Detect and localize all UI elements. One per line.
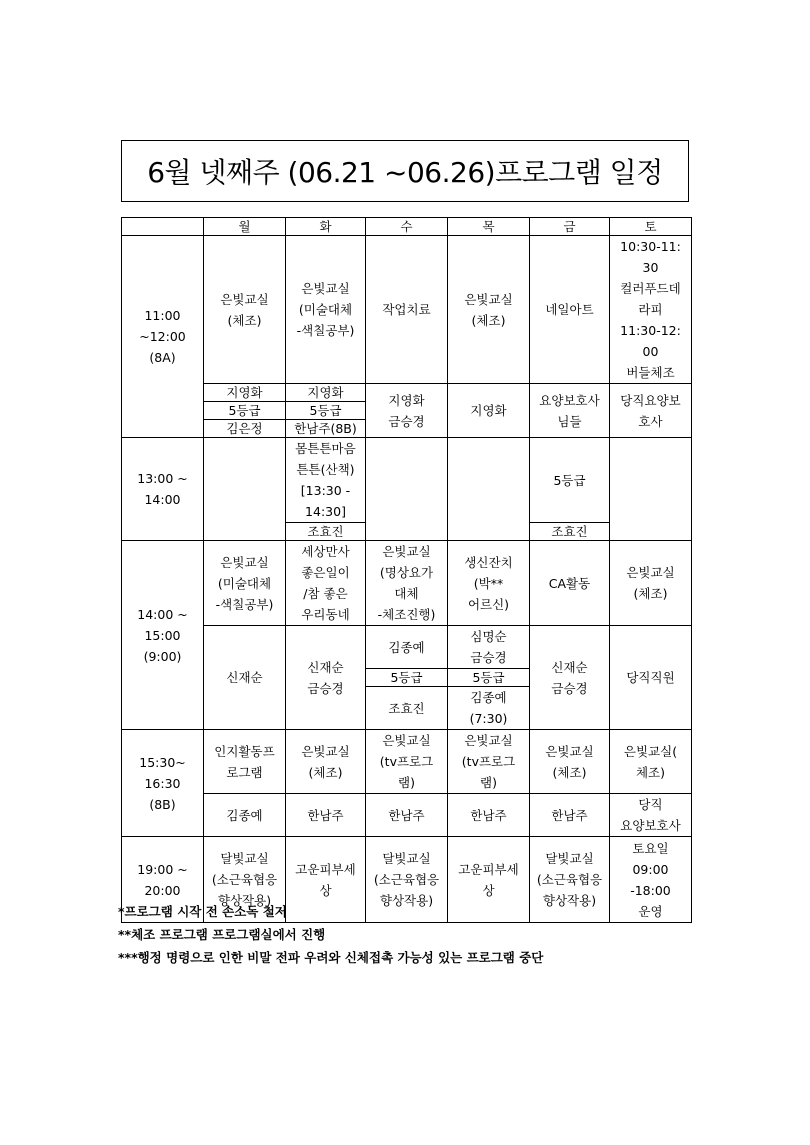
header-corner	[122, 218, 204, 236]
schedule-table	[121, 217, 692, 923]
staff-cell: 조효진	[286, 523, 366, 541]
program-cell	[366, 541, 448, 626]
staff-cell: 지영화	[204, 384, 286, 402]
cell-line: (8B)	[149, 796, 176, 812]
program-cell	[286, 236, 366, 384]
cell-line: (체조)	[633, 586, 668, 601]
cell-line: CA활동	[548, 575, 591, 591]
day-header: 수	[366, 218, 448, 236]
time-cell	[122, 236, 204, 438]
table-row	[122, 438, 692, 523]
table-row	[122, 384, 692, 402]
cell-line: 당직직원	[626, 670, 675, 685]
cell-line: 10:30-11:	[620, 239, 681, 254]
cell-line: (소근육협응	[373, 872, 440, 887]
cell-line: 심명순	[470, 629, 507, 644]
cell-line: 토요일	[632, 840, 669, 856]
cell-line: 11:00	[144, 308, 181, 323]
staff-cell: 한남주	[366, 794, 448, 837]
cell-line: 00	[642, 344, 659, 359]
cell-line: 향상작용)	[217, 893, 272, 908]
cell-line: 14:00 ~	[137, 606, 188, 622]
staff-cell	[448, 384, 530, 438]
cell-line: 달빛교실	[220, 851, 269, 866]
cell-line: 우리동네	[301, 607, 350, 622]
cell-line: 당직	[638, 797, 663, 812]
cell-line: 은빛교실	[382, 733, 431, 748]
note-line: *프로그램 시작 전 손소독 철저	[118, 904, 287, 919]
cell-line: 19:00 ~	[137, 861, 188, 877]
cell-line: 운영	[638, 903, 663, 919]
cell-line: (tv프로그	[379, 754, 434, 769]
cell-line: -18:00	[630, 882, 671, 898]
staff-cell	[448, 626, 530, 669]
staff-cell	[448, 687, 530, 730]
day-header: 금	[530, 218, 610, 236]
cell-line: (미술대체	[298, 302, 353, 317]
cell-line: (9:00)	[143, 648, 182, 664]
program-cell	[286, 730, 366, 794]
cell-line: (체조)	[471, 312, 506, 328]
program-cell	[448, 438, 530, 541]
program-cell	[204, 541, 286, 626]
cell-line: 로그램	[226, 764, 263, 780]
cell-line: 당직요양보	[620, 392, 681, 408]
staff-cell	[366, 384, 448, 438]
cell-line: -색칠공부)	[215, 596, 274, 612]
cell-line: 대체	[394, 586, 419, 601]
program-cell	[366, 236, 448, 384]
cell-line: 달빛교실	[545, 851, 594, 866]
cell-line: (소근육협응	[536, 872, 603, 887]
cell-line: -색칠공부)	[296, 323, 355, 338]
cell-line: 11:30-12:	[620, 323, 681, 338]
cell-line: 금승경	[470, 650, 507, 665]
program-cell	[530, 541, 610, 626]
cell-line: 상	[482, 882, 495, 898]
cell-line: 14:30]	[305, 504, 346, 519]
cell-line: 09:00	[632, 861, 669, 877]
cell-line: 금승경	[388, 413, 425, 429]
staff-cell: 한남주(8B)	[286, 420, 366, 438]
time-cell	[122, 541, 204, 730]
cell-line: (체조)	[308, 764, 343, 780]
cell-line: 김종예	[470, 690, 507, 705]
cell-line: 램)	[398, 775, 415, 790]
cell-line: 신재순	[307, 659, 344, 675]
table-row	[122, 730, 692, 794]
cell-line: 은빛교실(	[623, 743, 678, 759]
notes	[118, 900, 543, 969]
staff-cell	[530, 626, 610, 730]
time-cell	[122, 438, 204, 541]
day-header: 목	[448, 218, 530, 236]
cell-line: 은빛교실	[301, 743, 350, 759]
staff-cell	[610, 384, 692, 438]
cell-line: 세상만사	[301, 544, 350, 559]
grade-cell: 5등급	[204, 402, 286, 420]
page-title: 6월 넷째주 (06.21 ~06.26)프로그램 일정	[121, 140, 689, 202]
cell-line: 지영화	[470, 403, 507, 418]
cell-line: (8A)	[149, 350, 176, 365]
program-cell	[366, 730, 448, 794]
cell-line: (7:30)	[469, 711, 508, 726]
program-cell	[204, 730, 286, 794]
cell-line: 20:00	[144, 882, 181, 898]
cell-line: 램)	[480, 775, 497, 790]
program-cell	[448, 730, 530, 794]
cell-line: 버들체조	[626, 365, 675, 380]
program-cell	[530, 438, 610, 523]
program-cell	[530, 236, 610, 384]
staff-cell: 한남주	[448, 794, 530, 837]
cell-line: 14:00	[144, 492, 181, 507]
table-row	[122, 541, 692, 626]
note-line: **체조 프로그램 프로그램실에서 진행	[118, 927, 326, 942]
program-cell	[448, 541, 530, 626]
cell-line: 고운피부세	[458, 861, 519, 877]
cell-line: [13:30 -	[300, 483, 351, 498]
cell-line: 네일아트	[545, 302, 594, 317]
cell-line: 님들	[557, 413, 582, 429]
cell-line: 요양보호사	[539, 392, 600, 408]
program-cell	[610, 236, 692, 384]
cell-line: 15:30~	[139, 754, 186, 770]
cell-line: 5등급	[553, 472, 586, 488]
table-row	[122, 236, 692, 384]
cell-line: (tv프로그	[461, 754, 516, 769]
cell-line: 좋은일이	[301, 565, 350, 580]
staff-cell	[286, 626, 366, 730]
program-cell	[610, 541, 692, 626]
cell-line: 15:00	[144, 627, 181, 643]
program-cell	[204, 438, 286, 541]
time-cell	[122, 730, 204, 837]
program-cell	[610, 438, 692, 541]
program-cell	[286, 541, 366, 626]
cell-line: 작업치료	[382, 302, 431, 317]
program-cell	[204, 236, 286, 384]
cell-line: 은빛교실	[220, 554, 269, 570]
cell-line: 13:00 ~	[137, 471, 188, 486]
table-row	[122, 626, 692, 669]
cell-line: 체조)	[635, 764, 666, 780]
staff-cell: 김종예	[204, 794, 286, 837]
cell-line: 향상작용)	[542, 893, 597, 908]
header-row	[122, 218, 692, 236]
cell-line: 달빛교실	[382, 851, 431, 866]
note-line: ***행정 명령으로 인한 비말 전파 우려와 신체접촉 가능성 있는 프로그램 중단	[118, 950, 544, 965]
staff-cell: 한남주	[530, 794, 610, 837]
staff-cell	[610, 626, 692, 730]
staff-cell: 김은정	[204, 420, 286, 438]
staff-cell	[610, 794, 692, 837]
staff-cell: 지영화	[286, 384, 366, 402]
cell-line: 은빛교실	[382, 544, 431, 559]
cell-line: (박**	[473, 575, 504, 591]
cell-line: 금승경	[551, 680, 588, 696]
staff-cell: 조효진	[366, 687, 448, 730]
cell-line: 요양보호사	[620, 818, 681, 833]
program-cell	[530, 730, 610, 794]
cell-line: (미술대체	[217, 575, 272, 591]
staff-cell: 김종예	[366, 626, 448, 669]
cell-line: 은빛교실	[220, 291, 269, 307]
program-cell	[286, 438, 366, 523]
day-header: 토	[610, 218, 692, 236]
cell-line: 은빛교실	[464, 291, 513, 307]
cell-line: 상	[319, 882, 332, 898]
table-row	[122, 794, 692, 837]
cell-line: 인지활동프	[214, 743, 275, 759]
program-cell	[610, 730, 692, 794]
cell-line: 은빛교실	[545, 743, 594, 759]
staff-cell: 한남주	[286, 794, 366, 837]
cell-line: 신재순	[226, 670, 263, 685]
staff-cell	[204, 626, 286, 730]
program-cell	[366, 438, 448, 541]
cell-line: 지영화	[388, 392, 425, 408]
day-header: 월	[204, 218, 286, 236]
cell-line: 은빛교실	[626, 565, 675, 580]
program-cell	[610, 837, 692, 923]
cell-line: 16:30	[144, 775, 181, 791]
staff-cell	[530, 384, 610, 438]
cell-line: 고운피부세	[295, 861, 356, 877]
cell-line: -체조진행)	[377, 607, 436, 622]
cell-line: (명상요가	[379, 565, 434, 580]
cell-line: 몸튼튼마음	[295, 441, 356, 456]
program-cell	[448, 236, 530, 384]
cell-line: 신재순	[551, 659, 588, 675]
cell-line: /참 좋은	[303, 586, 348, 601]
cell-line: 30	[642, 260, 659, 275]
grade-cell: 5등급	[286, 402, 366, 420]
cell-line: 금승경	[307, 680, 344, 696]
cell-line: 향상작용)	[379, 893, 434, 908]
cell-line: (체조)	[552, 764, 587, 780]
cell-line: (체조)	[227, 312, 262, 328]
grade-cell: 5등급	[366, 669, 448, 687]
cell-line: 호사	[638, 413, 663, 429]
day-header: 화	[286, 218, 366, 236]
cell-line: ~12:00	[139, 329, 186, 344]
staff-cell: 조효진	[530, 523, 610, 541]
cell-line: 생신잔치	[464, 554, 513, 570]
cell-line: 튼튼(산책)	[296, 462, 355, 477]
cell-line: 은빛교실	[464, 733, 513, 748]
cell-line: 컬러푸드데	[620, 281, 681, 296]
cell-line: 어르신)	[467, 596, 510, 612]
cell-line: 은빛교실	[301, 281, 350, 296]
grade-cell: 5등급	[448, 669, 530, 687]
cell-line: 라피	[638, 302, 663, 317]
cell-line: (소근육협응	[211, 872, 278, 887]
